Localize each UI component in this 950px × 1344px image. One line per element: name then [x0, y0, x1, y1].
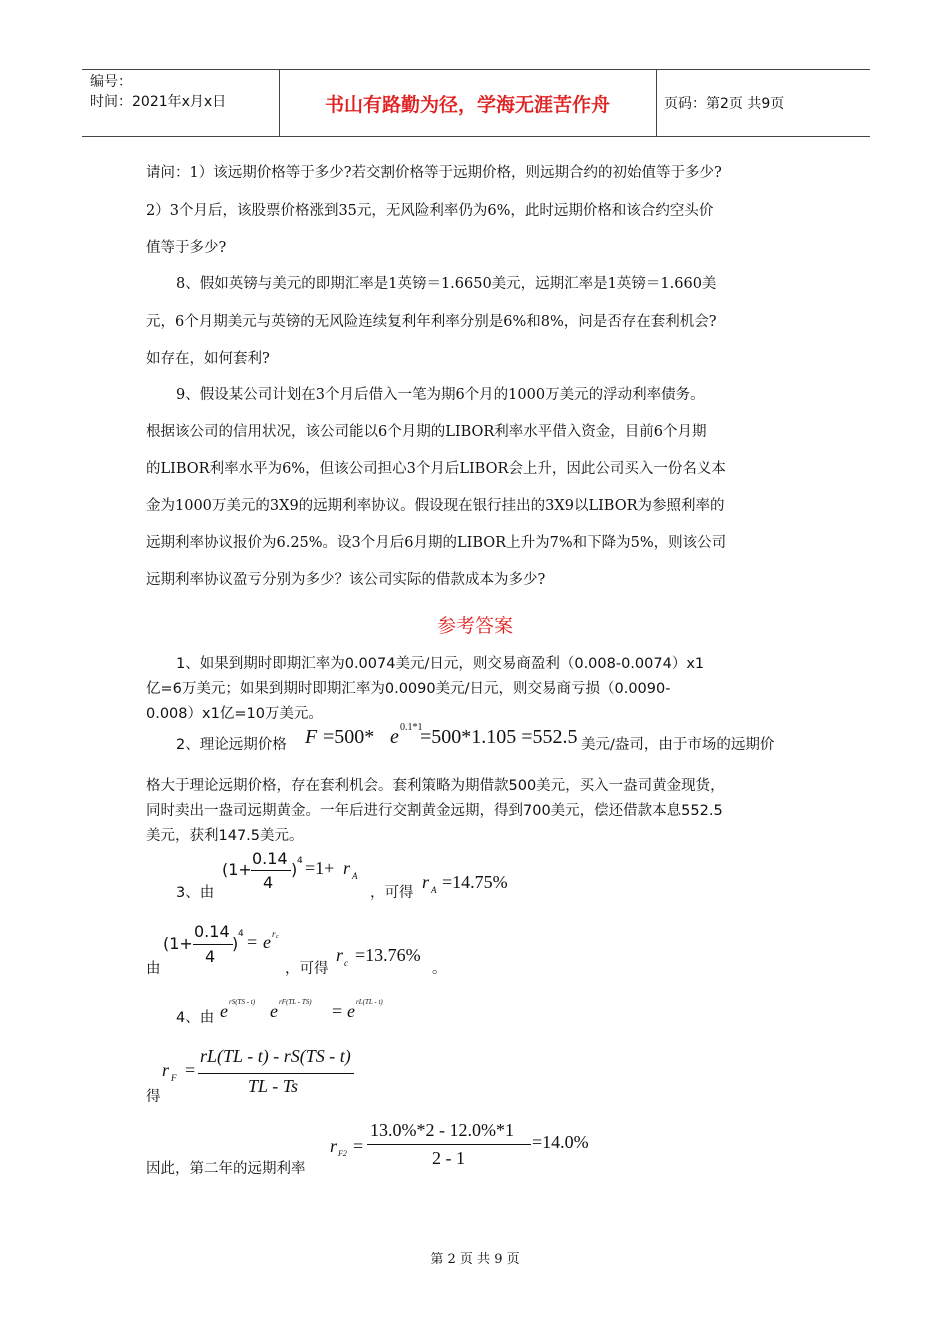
formula-exp: 0.1*1 — [400, 722, 423, 733]
formula-num: 0.14 — [252, 849, 288, 868]
question-line: 根据该公司的信用状况，该公司能以6个月期的LIBOR利率水平借入资金，目前6个月期 — [146, 424, 707, 440]
fraction-bar — [367, 1144, 531, 1145]
question-line: 值等于多少? — [146, 240, 227, 256]
page-footer: 第 2 页 共 9 页 — [430, 1252, 520, 1267]
formula-e: e — [263, 932, 271, 952]
fraction-bar — [193, 944, 233, 945]
formula-eq: =500* — [323, 726, 375, 748]
formula-den: 4 — [263, 873, 274, 892]
formula-pow: 4 — [238, 929, 244, 939]
header-motto: 书山有路勤为径，学海无涯苦作舟 — [279, 70, 657, 136]
formula-result: =14.75% — [442, 872, 508, 892]
formula-result: =500*1.105 =552.5 — [420, 726, 578, 748]
answer-line: ，可得 — [370, 885, 414, 901]
answer-line: 由 — [146, 961, 161, 977]
formula-sub: A — [352, 871, 358, 881]
formula-eq: = — [247, 932, 258, 952]
formula-result: =14.0% — [532, 1132, 589, 1152]
formula-num: rL(TL - t) - rS(TS - t) — [200, 1046, 351, 1066]
question-line: 8、假如英镑与美元的即期汇率是1英镑＝1.6650美元，远期汇率是1英镑＝1.660美 — [176, 276, 717, 292]
formula-num: 13.0%*2 - 12.0%*1 — [370, 1120, 514, 1140]
formula-r: r — [330, 1136, 338, 1156]
formula-f: F — [305, 726, 318, 748]
formula-e: e — [270, 1001, 278, 1021]
formula-eq: = — [185, 1060, 196, 1080]
question-line: 如存在，如何套利? — [146, 351, 270, 367]
question-line: 远期利率协议报价为6.25%。设3个月后6月期的LIBOR上升为7%和下降为5%，则该公司 — [146, 535, 727, 551]
question-line: 远期利率协议盈亏分别为多少？该公司实际的借款成本为多少? — [146, 572, 546, 588]
formula-sub: c — [344, 958, 348, 968]
formula-exp: rL(TL - t) — [356, 998, 383, 1006]
formula-r: r — [162, 1060, 170, 1080]
formula-num: 0.14 — [194, 922, 230, 941]
formula-rhs: =1+ — [305, 858, 335, 878]
formula-den: 4 — [205, 947, 216, 966]
fraction-bar — [251, 870, 291, 871]
formula-sub: F2 — [338, 1149, 347, 1158]
question-line: 元，6个月期美元与英镑的无风险连续复利年利率分别是6%和8%，问是否存在套利机会? — [146, 314, 717, 330]
formula-exp: r — [272, 929, 276, 939]
answer-line: 3、由 — [176, 885, 215, 901]
answer-line: 美元/盎司，由于市场的远期价 — [581, 737, 775, 753]
header-meta — [82, 70, 280, 136]
formula-close: ) — [291, 860, 298, 879]
page-header — [82, 69, 870, 137]
header-page-info: 页码：第2页 共9页 — [664, 96, 785, 112]
formula-den: 2 - 1 — [432, 1148, 465, 1168]
answers-title: 参考答案 — [436, 615, 513, 637]
answer-line: 1、如果到期时即期汇率为0.0074美元/日元，则交易商盈利（0.008-0.0074）x1 — [176, 656, 705, 672]
date-line: 时间：2021年x月x日 — [90, 94, 227, 110]
formula-exp-sub: c — [276, 934, 279, 940]
formula-open: (1+ — [163, 934, 193, 953]
answer-line: 美元，获利147.5美元。 — [146, 828, 304, 844]
answer-line: 。 — [432, 961, 447, 977]
answer-line: 格大于理论远期价格，存在套利机会。套利策略为期借款500美元，买入一盎司黄金现货， — [146, 778, 725, 794]
formula-exp: rS(TS - t) — [229, 998, 256, 1006]
formula-r: r — [336, 945, 344, 965]
formula-open: (1+ — [222, 860, 252, 879]
formula-den: TL - Ts — [248, 1076, 299, 1096]
formula-eq: = — [332, 1001, 343, 1021]
answer-line: 0.008）x1亿=10万美元。 — [146, 706, 323, 722]
question-line: 2）3个月后，该股票价格涨到35元，无风险利率仍为6%，此时远期价格和该合约空头价 — [146, 203, 714, 219]
formula-close: ) — [232, 934, 239, 953]
answer-line: ，可得 — [285, 961, 329, 977]
answer-line: 因此，第二年的远期利率 — [146, 1161, 306, 1177]
question-line: 请问：1）该远期价格等于多少?若交割价格等于远期价格，则远期合约的初始值等于多少? — [146, 165, 722, 181]
formula-r: r — [422, 872, 430, 892]
formula-pow: 4 — [297, 856, 303, 866]
answer-line: 同时卖出一盎司远期黄金。一年后进行交割黄金远期，得到700美元，偿还借款本息552.5 — [146, 803, 723, 819]
answer-line: 2、理论远期价格 — [176, 737, 287, 753]
question-line: 金为1000万美元的3X9的远期利率协议。假设现在银行挂出的3X9以LIBOR为参照利率的 — [146, 498, 725, 514]
formula-r: r — [343, 858, 351, 878]
formula-e: e — [347, 1001, 355, 1021]
formula-e: e — [390, 726, 399, 748]
formula-e: e — [220, 1001, 228, 1021]
formula-sub: A — [431, 885, 437, 895]
answer-line: 亿=6万美元；如果到期时即期汇率为0.0090美元/日元，则交易商亏损（0.0090- — [146, 681, 671, 697]
answer-line: 4、由 — [176, 1010, 215, 1026]
formula-eq: = — [353, 1136, 364, 1156]
formula-result: =13.76% — [355, 945, 421, 965]
formula-exp: rF(TL - TS) — [279, 998, 312, 1006]
question-line: 的LIBOR利率水平为6%，但该公司担心3个月后LIBOR会上升，因此公司买入一份名义本 — [146, 461, 726, 477]
formula-sub: F — [171, 1073, 177, 1083]
question-line: 9、假设某公司计划在3个月后借入一笔为期6个月的1000万美元的浮动利率债务。 — [176, 387, 705, 403]
number-label: 编号： — [90, 74, 132, 90]
answer-line: 得 — [146, 1089, 161, 1105]
fraction-bar — [198, 1073, 354, 1074]
